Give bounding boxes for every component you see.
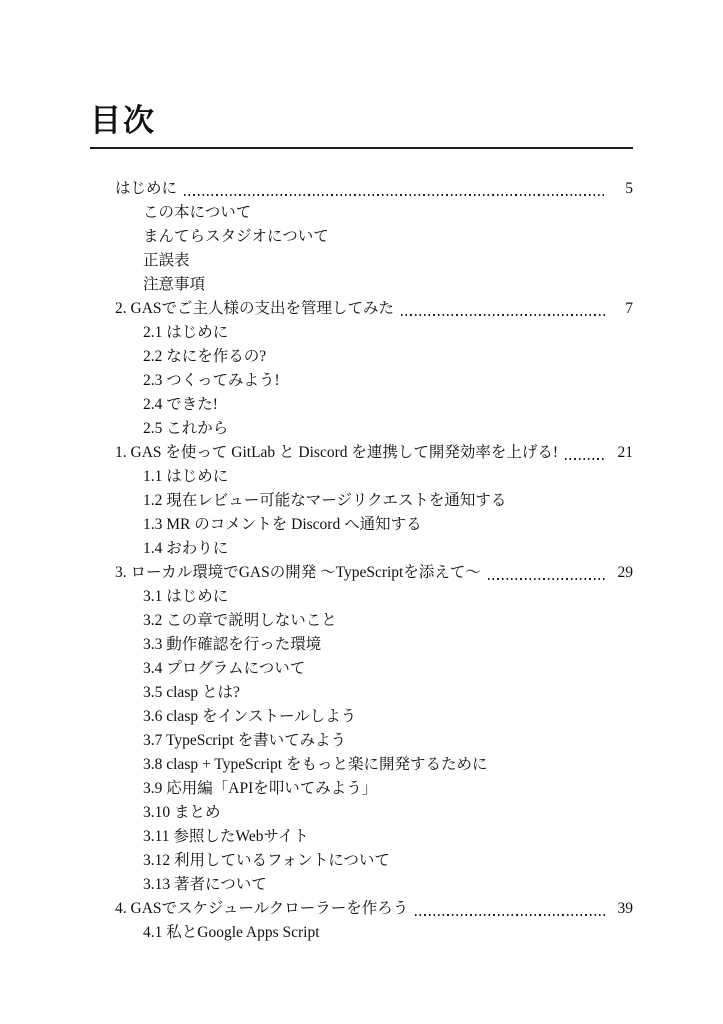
toc-entry-label: 2.3 つくってみよう! — [143, 372, 280, 390]
toc-entry-label: 3.12 利用しているフォントについて — [143, 852, 390, 870]
toc-entry-label: 3.13 著者について — [143, 876, 267, 894]
toc-section-entry — [90, 825, 633, 849]
toc-section-entry — [90, 657, 633, 681]
dot-leader — [184, 194, 605, 196]
toc-section-entry — [90, 801, 633, 825]
toc-entry-label: 3.4 プログラムについて — [143, 660, 306, 678]
toc-page — [90, 102, 633, 945]
toc-chapter-entry — [90, 561, 633, 585]
toc-section-entry — [90, 369, 633, 393]
toc-entry-label: 1.2 現在レビュー可能なマージリクエストを通知する — [143, 492, 507, 510]
toc-section-entry — [90, 513, 633, 537]
toc-section-entry — [90, 201, 633, 225]
toc-section-entry — [90, 873, 633, 897]
toc-list — [90, 177, 633, 945]
toc-entry-label: はじめに — [115, 180, 178, 198]
toc-chapter-entry — [90, 897, 633, 921]
toc-section-entry — [90, 393, 633, 417]
toc-section-entry — [90, 585, 633, 609]
toc-section-entry — [90, 681, 633, 705]
toc-section-entry — [90, 705, 633, 729]
toc-entry-label: 2. GASでご主人様の支出を管理してみた — [115, 300, 395, 318]
toc-section-entry — [90, 777, 633, 801]
toc-entry-label: 2.1 はじめに — [143, 324, 229, 342]
toc-section-entry — [90, 633, 633, 657]
toc-entry-label: 1.4 おわりに — [143, 540, 229, 558]
toc-entry-label: 3.10 まとめ — [143, 804, 221, 822]
toc-section-entry — [90, 729, 633, 753]
toc-entry-label: 3.3 動作確認を行った環境 — [143, 636, 322, 654]
toc-entry-label: 3.8 clasp + TypeScript をもっと楽に開発するために — [143, 756, 488, 774]
toc-section-entry — [90, 465, 633, 489]
toc-entry-label: 正誤表 — [143, 252, 190, 270]
toc-section-entry — [90, 345, 633, 369]
toc-page-number: 29 — [617, 564, 633, 582]
toc-entry-label: 3.2 この章で説明しないこと — [143, 612, 337, 630]
toc-page-number: 39 — [617, 900, 633, 918]
dot-leader — [565, 458, 605, 460]
toc-entry-label: 2.2 なにを作るの? — [143, 348, 267, 366]
toc-section-entry — [90, 609, 633, 633]
toc-chapter-entry — [90, 177, 633, 201]
toc-section-entry — [90, 321, 633, 345]
page-title: 目次 — [90, 103, 156, 138]
toc-entry-label: まんてらスタジオについて — [143, 228, 329, 246]
dot-leader — [401, 314, 605, 316]
toc-section-entry — [90, 249, 633, 273]
toc-section-entry — [90, 849, 633, 873]
toc-entry-label: 3.9 応用編「APIを叩いてみよう」 — [143, 780, 378, 798]
toc-entry-label: 3. ローカル環境でGASの開発 〜TypeScriptを添えて〜 — [115, 564, 481, 582]
toc-entry-label: 2.4 できた! — [143, 396, 218, 414]
toc-entry-label: 3.1 はじめに — [143, 588, 229, 606]
toc-page-number: 21 — [617, 444, 633, 462]
dot-leader — [415, 914, 605, 916]
dot-leader — [488, 578, 605, 580]
toc-entry-label: 注意事項 — [143, 276, 206, 294]
toc-section-entry — [90, 225, 633, 249]
toc-entry-label: 3.11 参照したWebサイト — [143, 828, 309, 846]
toc-section-entry — [90, 753, 633, 777]
toc-page-number: 5 — [625, 180, 633, 198]
toc-section-entry — [90, 273, 633, 297]
toc-entry-label: 4.1 私とGoogle Apps Script — [143, 924, 320, 942]
toc-section-entry — [90, 537, 633, 561]
title-rule — [90, 147, 633, 149]
toc-entry-label: この本について — [143, 204, 252, 222]
toc-chapter-entry — [90, 441, 633, 465]
toc-entry-label: 1.1 はじめに — [143, 468, 229, 486]
toc-entry-label: 3.5 clasp とは? — [143, 684, 240, 702]
toc-page-number: 7 — [625, 300, 633, 318]
toc-entry-label: 2.5 これから — [143, 420, 229, 438]
toc-section-entry — [90, 417, 633, 441]
toc-entry-label: 1.3 MR のコメントを Discord へ通知する — [143, 516, 422, 534]
toc-entry-label: 4. GASでスケジュールクローラーを作ろう — [115, 900, 409, 918]
toc-entry-label: 3.6 clasp をインストールしよう — [143, 708, 357, 726]
toc-entry-label: 3.7 TypeScript を書いてみよう — [143, 732, 347, 750]
toc-section-entry — [90, 921, 633, 945]
toc-entry-label: 1. GAS を使って GitLab と Discord を連携して開発効率を上げる! — [115, 444, 559, 462]
toc-chapter-entry — [90, 297, 633, 321]
toc-section-entry — [90, 489, 633, 513]
